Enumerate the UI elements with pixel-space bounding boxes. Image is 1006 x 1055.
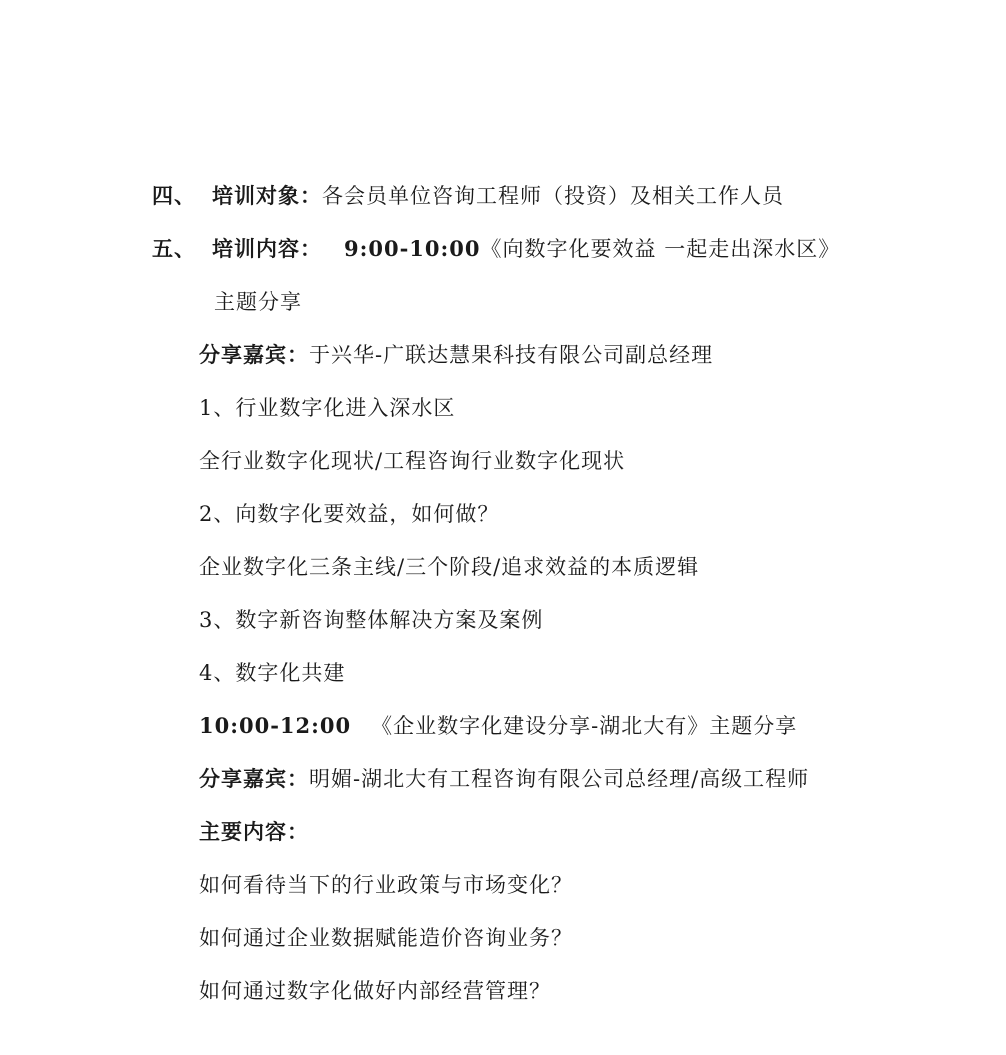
session2-guest xyxy=(199,764,809,794)
list-item-text: 全行业数字化现状/工程咨询行业数字化现状 xyxy=(199,449,626,473)
guest-label: 分享嘉宾： xyxy=(199,342,309,367)
list-item xyxy=(199,499,499,529)
section-text: 《向数字化要效益 一起走出深水区》 xyxy=(480,237,841,261)
section-number: 五、 xyxy=(152,236,196,261)
session-title: 《企业数字化建设分享-湖北大有》主题分享 xyxy=(371,714,798,738)
session-time: 10:00-12:00 xyxy=(199,713,352,738)
list-item-text: 1、行业数字化进入深水区 xyxy=(199,396,456,420)
section-number: 四、 xyxy=(152,183,196,208)
section-label: 培训内容： xyxy=(212,236,322,261)
list-item xyxy=(199,446,625,476)
section-label: 培训对象： xyxy=(212,183,322,208)
list-item xyxy=(199,870,573,900)
list-item xyxy=(199,923,573,953)
section-four xyxy=(152,181,784,211)
session1-guest xyxy=(199,340,713,370)
guest-name: 明媚-湖北大有工程咨询有限公司总经理/高级工程师 xyxy=(309,767,810,791)
list-item-text: 企业数字化三条主线/三个阶段/追求效益的本质逻辑 xyxy=(199,555,700,579)
list-item-text: 3、数字新咨询整体解决方案及案例 xyxy=(199,608,544,632)
list-item xyxy=(199,658,345,688)
content-label-text: 主要内容： xyxy=(199,819,309,844)
section-five-cont xyxy=(214,287,302,317)
section-text-cont: 主题分享 xyxy=(214,290,302,314)
list-item xyxy=(199,605,543,635)
section-text: 各会员单位咨询工程师（投资）及相关工作人员 xyxy=(322,184,784,208)
list-item-text: 2、向数字化要效益，如何做？ xyxy=(199,502,500,526)
list-item-text: 4、数字化共建 xyxy=(199,661,346,685)
list-item xyxy=(199,552,699,582)
session2-header xyxy=(199,711,797,741)
section-five xyxy=(152,234,840,264)
list-item-text: 如何通过企业数据赋能造价咨询业务？ xyxy=(199,926,573,950)
list-item-text: 如何通过数字化做好内部经营管理？ xyxy=(199,979,551,1003)
list-item xyxy=(199,393,455,423)
guest-label: 分享嘉宾： xyxy=(199,766,309,791)
content-label xyxy=(199,817,309,847)
list-item xyxy=(199,976,551,1006)
list-item-text: 如何看待当下的行业政策与市场变化？ xyxy=(199,873,573,897)
guest-name: 于兴华-广联达慧果科技有限公司副总经理 xyxy=(309,343,714,367)
session-time: 9:00-10:00 xyxy=(344,236,481,261)
